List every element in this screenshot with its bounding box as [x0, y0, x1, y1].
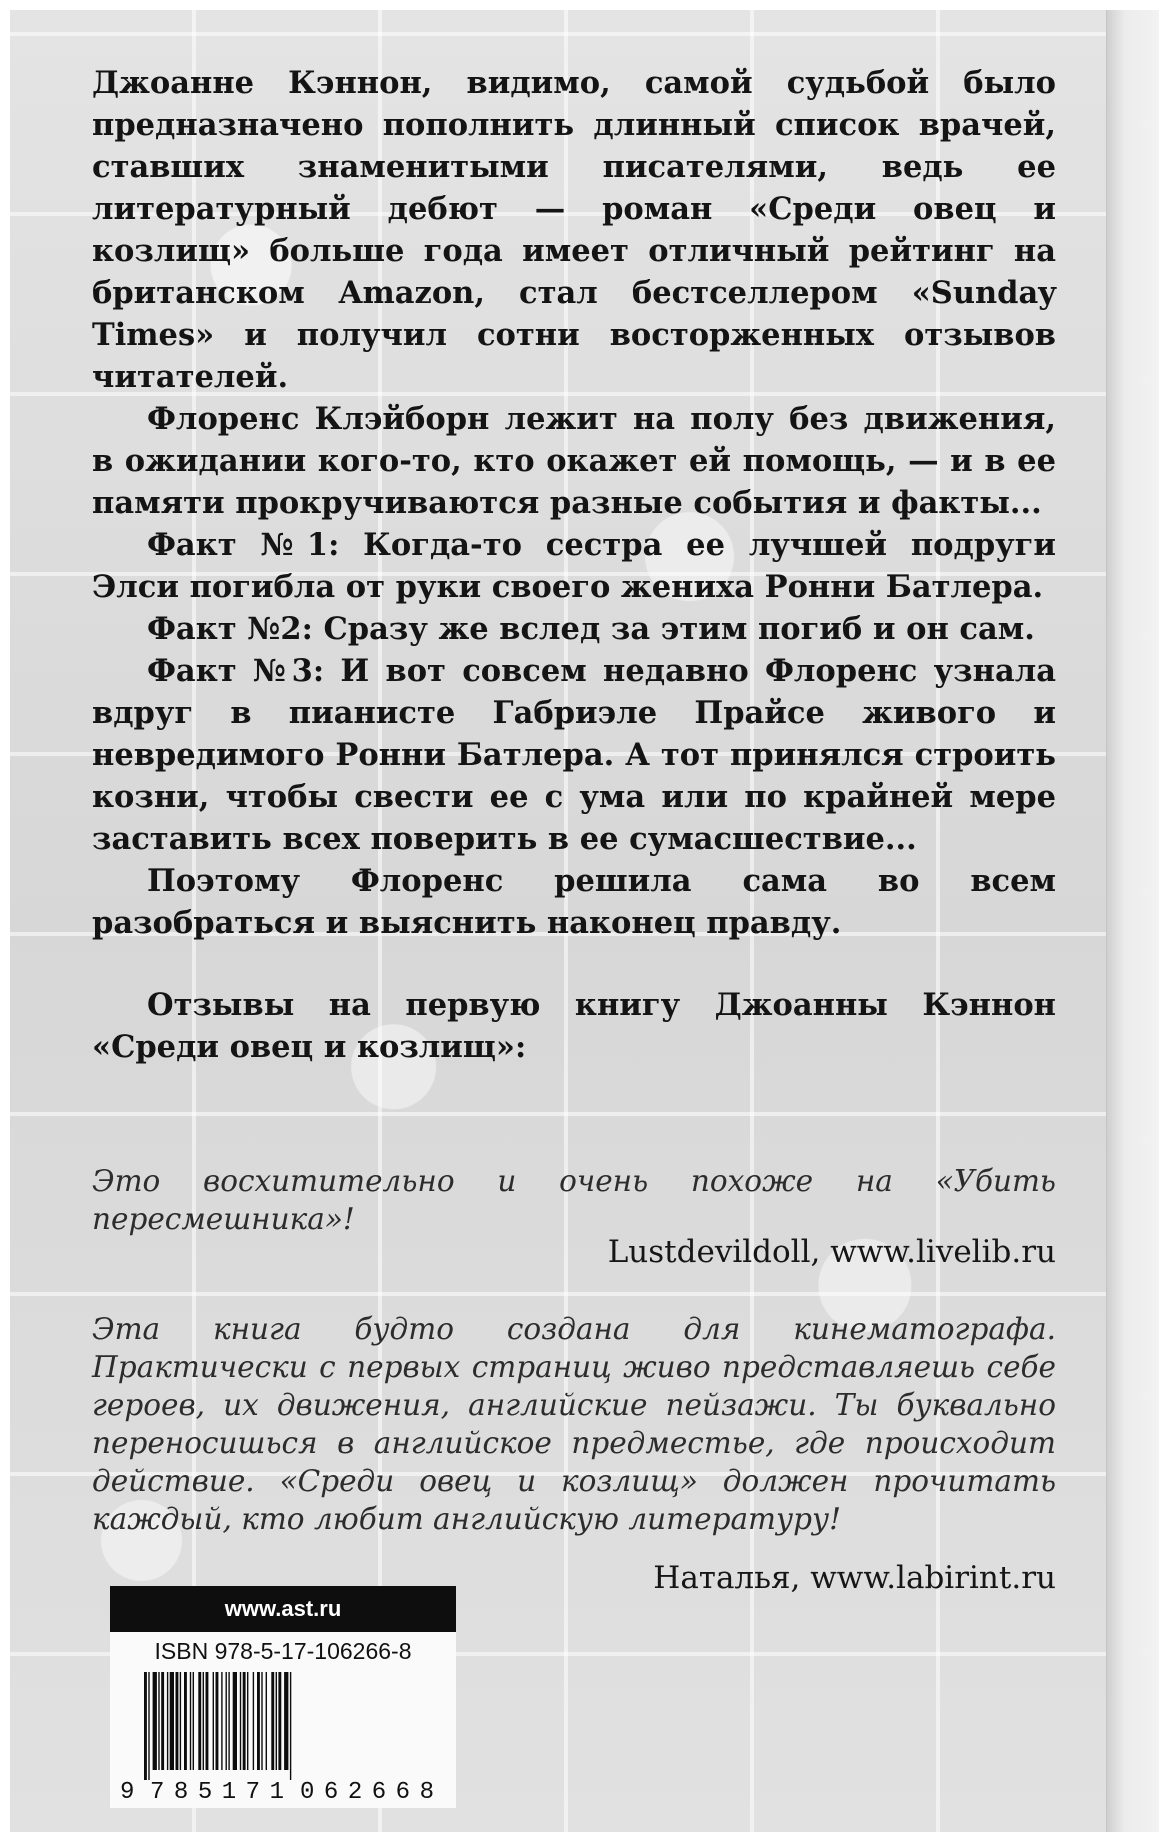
barcode-bar: [161, 1672, 164, 1770]
barcode-bar: [240, 1672, 241, 1770]
barcode-bar: [193, 1672, 194, 1770]
barcode-bar: [184, 1672, 187, 1770]
review-2-author: Наталья, www.labirint.ru: [653, 1560, 1056, 1596]
barcode-bar: [216, 1672, 219, 1770]
barcode-bar: [176, 1672, 179, 1770]
barcode-bar: [198, 1672, 201, 1770]
intro-paragraph: Джоанне Кэннон, видимо, самой судьбой было предназначено пополнить длинный список врачей, ставших знаменитыми писателями, ведь ее литературный дебют — роман «Среди овец и козлищ» больше года имеет отличный рейтинг на британском Amazon, стал бестселлером «Sunday Times» и получил сотни восторженных отзывов читателей.: [92, 65, 1056, 395]
barcode-bar: [284, 1672, 288, 1770]
barcode-bar: [190, 1672, 191, 1770]
fact-3-paragraph: Факт №3: И вот совсем недавно Флоренс узнала вдруг в пианисте Габриэле Прайсе живого и невредимого Ронни Батлера. А тот принялся строить козни, чтобы свести ее с ума или по крайней мере заставить всех поверить в ее сумасшествие...: [92, 653, 1056, 857]
barcode: [116, 1670, 450, 1802]
conclusion-paragraph: Поэтому Флоренс решила сама во всем разобраться и выяснить наконец правду.: [92, 863, 1056, 941]
barcode-bar: [253, 1672, 254, 1770]
barcode-bar: [203, 1672, 204, 1770]
barcode-bar: [257, 1672, 260, 1770]
barcode-bar: [206, 1672, 209, 1770]
barcode-bar: [167, 1672, 168, 1770]
fact-2-paragraph: Факт №2: Сразу же вслед за этим погиб и он сам.: [147, 611, 1035, 647]
barcode-bar: [180, 1672, 181, 1770]
barcode-digit-first: 9: [120, 1779, 135, 1802]
barcode-bar: [148, 1672, 149, 1780]
barcode-bar: [170, 1672, 174, 1770]
fact-1-paragraph: Факт №1: Когда-то сестра ее лучшей подруги Элси погибла от руки своего жениха Ронни Батлера.: [92, 527, 1056, 605]
barcode-bar: [144, 1672, 147, 1780]
plot-paragraph: Флоренс Клэйборн лежит на полу без движения, в ожидании кого-то, кто окажет ей помощь, — и в ее памяти прокручиваются разные события и факты...: [92, 401, 1056, 521]
barcode-bar: [243, 1672, 246, 1770]
barcode-bar: [247, 1672, 248, 1770]
barcode-bar: [261, 1672, 262, 1770]
barcode-digits-left: 785171: [150, 1779, 284, 1802]
barcode-bar: [221, 1672, 222, 1770]
reviews-heading: Отзывы на первую книгу Джоанны Кэннон «Среди овец и козлищ»:: [92, 987, 1056, 1065]
publisher-website-label: www.ast.ru: [110, 1586, 456, 1632]
barcode-bar: [266, 1672, 267, 1770]
barcode-bar: [271, 1672, 274, 1770]
barcode-bar: [213, 1672, 214, 1770]
review-1-text: Это восхитительно и очень похоже на «Убить пересмешника»!: [92, 1164, 1056, 1236]
barcode-bar: [226, 1672, 227, 1770]
isbn-number: ISBN 978-5-17-106266-8: [154, 1638, 412, 1664]
barcode-bar: [276, 1672, 277, 1770]
barcode-bar: [278, 1672, 281, 1770]
barcode-bar: [153, 1672, 157, 1770]
cover-edge-strip: [1106, 10, 1159, 1832]
barcode-bar: [228, 1672, 229, 1770]
isbn-barcode-block: [110, 1586, 456, 1808]
barcode-digits-right: 062668: [300, 1779, 434, 1802]
barcode-bar: [233, 1672, 237, 1770]
review-1-author: Lustdevildoll, www.livelib.ru: [607, 1234, 1056, 1270]
barcode-bar: [158, 1672, 159, 1770]
review-2-text: Эта книга будто создана для кинематографа. Практически с первых страниц живо представляешь себе героев, их движения, английские пейзажи. Ты буквально переносишься в английское предместье, где происходит действие. «Среди овец и козлищ» должен прочитать каждый, кто любит английскую литературу!: [92, 1312, 1056, 1536]
barcode-bar: [290, 1672, 291, 1780]
